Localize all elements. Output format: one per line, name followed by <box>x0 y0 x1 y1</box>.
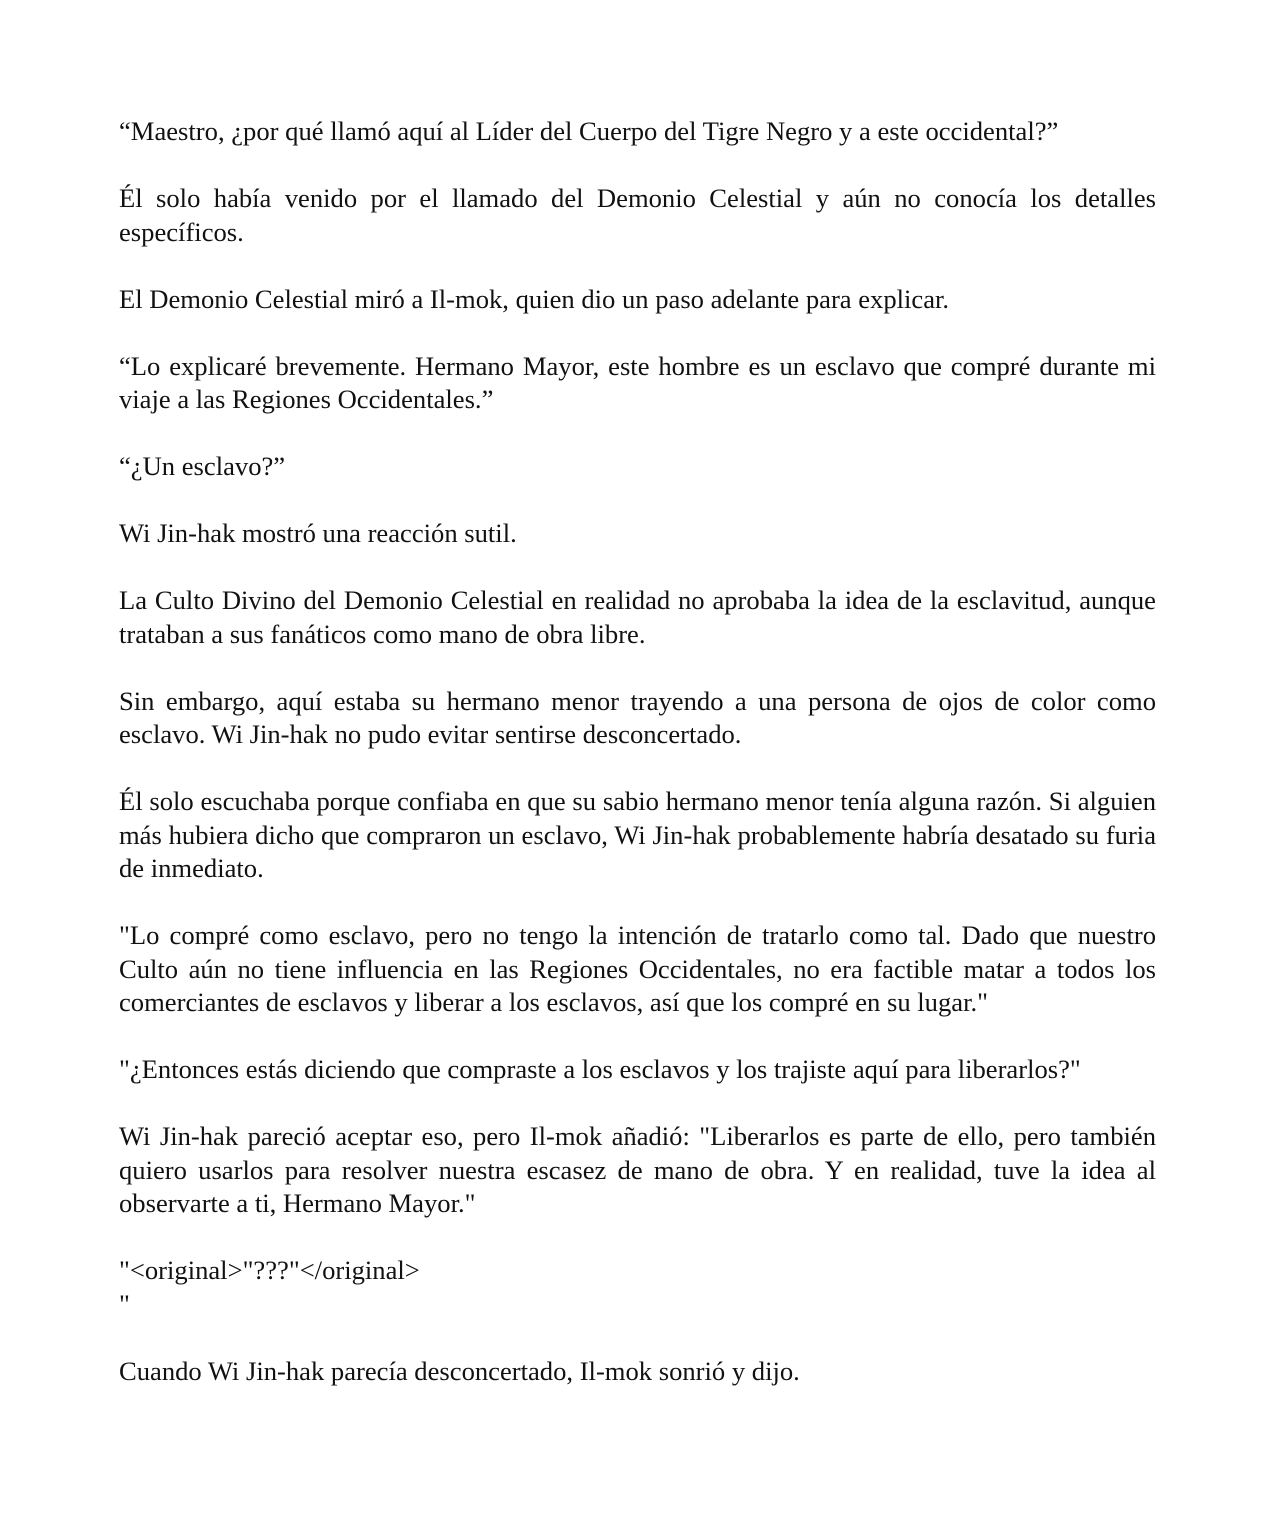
paragraph-1: “Maestro, ¿por qué llamó aquí al Líder del Cuerpo del Tigre Negro y a este occidental?” <box>119 116 1059 146</box>
paragraph-2: Él solo había venido por el llamado del Demonio Celestial y aún no conocía los detalles específicos. <box>119 183 1156 247</box>
paragraph-13: "<original>"???"</original> <box>119 1255 420 1285</box>
paragraph-7: La Culto Divino del Demonio Celestial en realidad no aprobaba la idea de la esclavitud, aunque trataban a sus fanáticos como mano de obra libre. <box>119 585 1156 649</box>
paragraph-4: “Lo explicaré brevemente. Hermano Mayor, este hombre es un esclavo que compré durante mi viaje a las Regiones Occidentales.” <box>119 350 1156 414</box>
paragraph-3: El Demonio Celestial miró a Il-mok, quien dio un paso adelante para explicar. <box>119 283 950 314</box>
paragraph-10: "Lo compré como esclavo, pero no tengo la intención de tratarlo como tal. Dado que nuestro Culto aún no tiene influencia en las Regiones Occidentales, no era factible matar a todos los comerciantes de esclavos y liberar a los esclavos, así que los compré en su lugar." <box>119 920 1156 1017</box>
paragraph-6: Wi Jin-hak mostró una reacción sutil. <box>119 518 517 548</box>
paragraph-8: Sin embargo, aquí estaba su hermano menor trayendo a una persona de ojos de color como esclavo. Wi Jin-hak no pudo evitar sentirse desconcertado. <box>119 685 1156 749</box>
paragraph-11: "¿Entonces estás diciendo que compraste a los esclavos y los trajiste aquí para liberarlos?" <box>119 1054 1081 1084</box>
paragraph-5: “¿Un esclavo?” <box>119 451 286 481</box>
paragraph-12: Wi Jin-hak pareció aceptar eso, pero Il-mok añadió: "Liberarlos es parte de ello, pero también quiero usarlos para resolver nuestra escasez de mano de obra. Y en realidad, tuve la idea al observarte a ti, Hermano Mayor." <box>119 1121 1156 1218</box>
paragraph-9: Él solo escuchaba porque confiaba en que su sabio hermano menor tenía alguna razón. Si alguien más hubiera dicho que compraron un esclavo, Wi Jin-hak probablemente habría desatado su furia de inmediato. <box>119 786 1156 883</box>
paragraph-14: " <box>119 1288 130 1319</box>
document-page <box>119 115 1156 1422</box>
paragraph-15: Cuando Wi Jin-hak parecía desconcertado, Il-mok sonrió y dijo. <box>119 1355 800 1386</box>
